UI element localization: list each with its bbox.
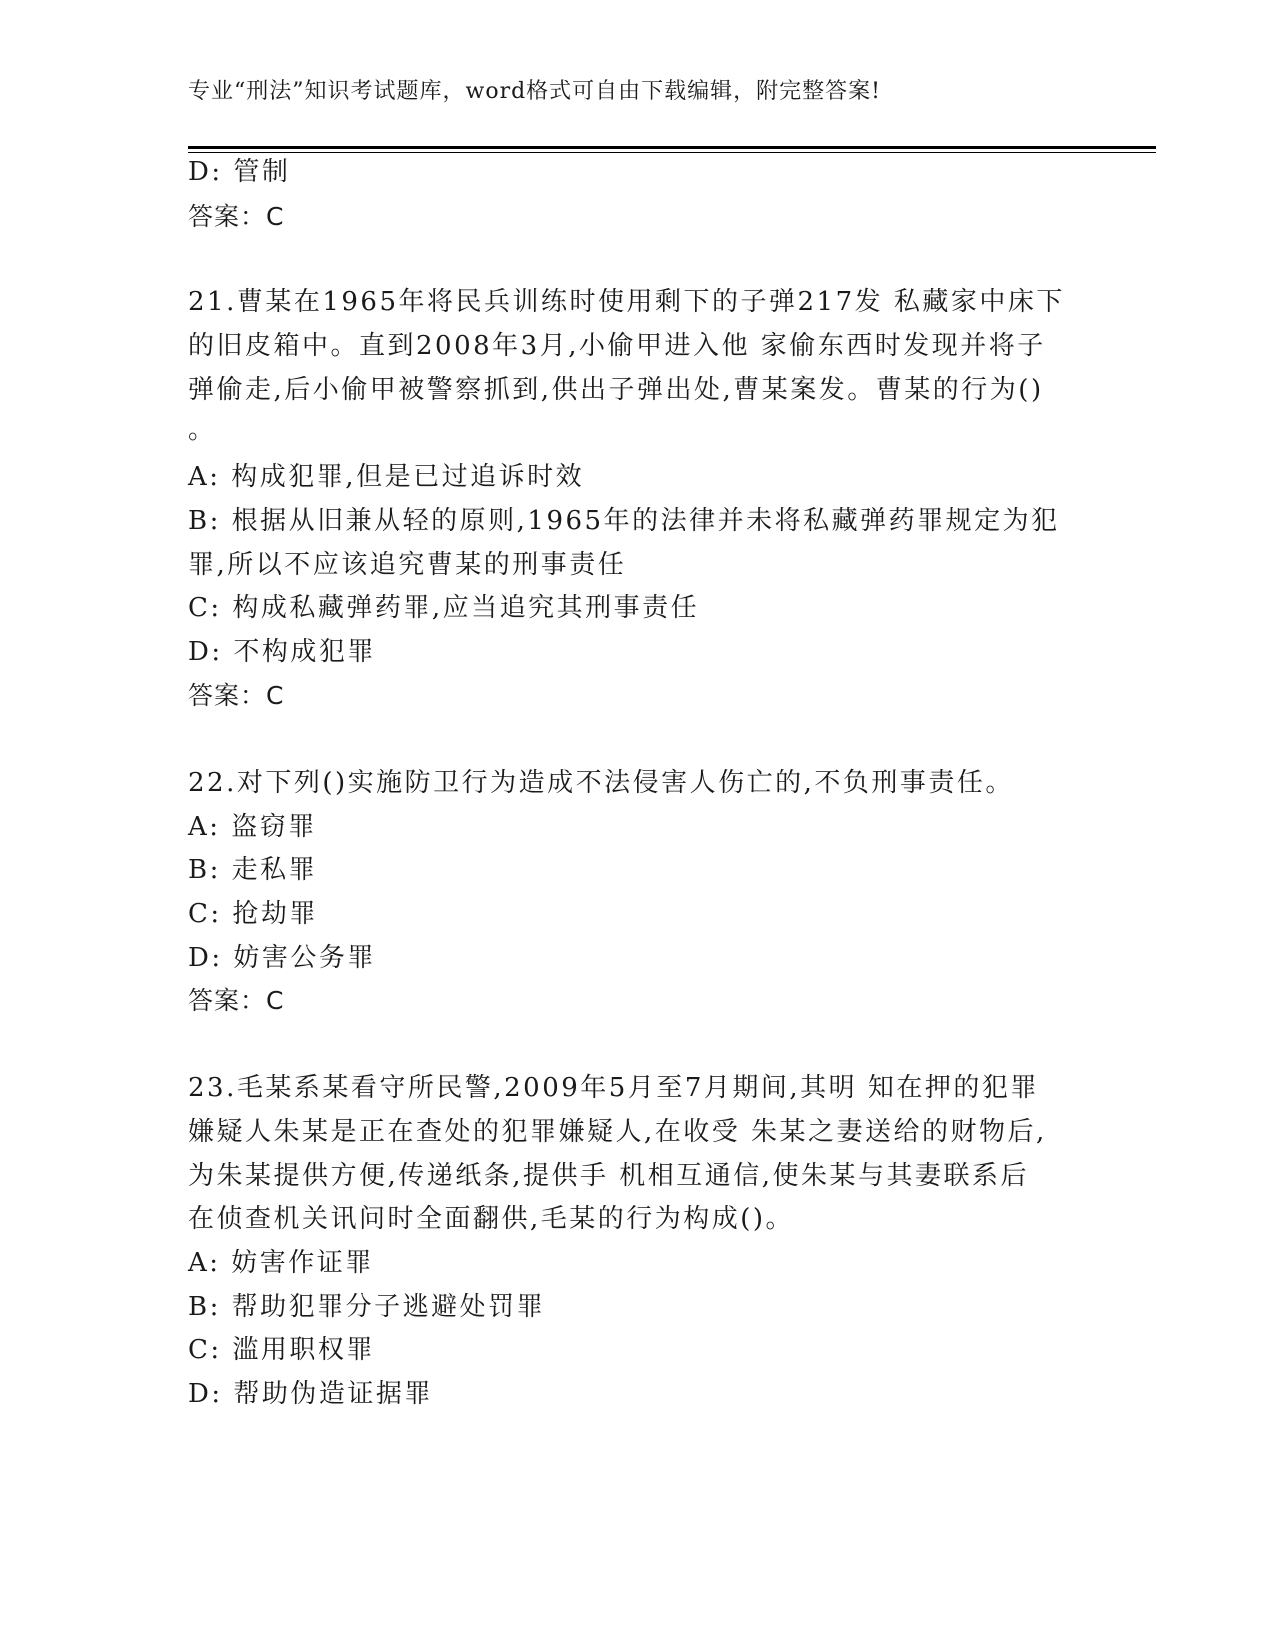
option-b: 罪,所以不应该追究曹某的刑事责任 (188, 550, 627, 580)
option-d: D: 妨害公务罪 (188, 943, 376, 973)
answer-line: 答案：C (188, 986, 285, 1015)
header-rule (188, 146, 1156, 149)
option-b: B: 帮助犯罪分子逃避处罚罪 (188, 1292, 546, 1322)
option-b: B: 根据从旧兼从轻的原则,1965年的法律并未将私藏弹药罪规定为犯 (188, 506, 1060, 536)
answer-line: 答案：C (188, 681, 285, 710)
option-d: D: 帮助伪造证据罪 (188, 1379, 433, 1409)
option-d: D: 不构成犯罪 (188, 637, 376, 667)
question-21-text: 。 (188, 415, 217, 445)
question-23-text: 嫌疑人朱某是正在查处的犯罪嫌疑人,在收受 朱某之妻送给的财物后, (188, 1117, 1047, 1147)
option-c: C: 滥用职权罪 (188, 1335, 375, 1365)
question-21-text: 弹偷走,后小偷甲被警察抓到,供出子弹出处,曹某案发。曹某的行为() (188, 375, 1044, 405)
option-d: D: 管制 (188, 157, 291, 187)
question-21-text: 的旧皮箱中。直到2008年3月,小偷甲进入他 家偷东西时发现并将子 (188, 331, 1046, 361)
question-21-text: 21.曹某在1965年将民兵训练时使用剩下的子弹217发 私藏家中床下 (188, 287, 1065, 317)
question-22-text: 22.对下列()实施防卫行为造成不法侵害人伤亡的,不负刑事责任。 (188, 768, 1014, 798)
option-c: C: 抢劫罪 (188, 899, 318, 929)
option-a: A: 妨害作证罪 (188, 1248, 374, 1278)
option-a: A: 盗窃罪 (188, 812, 317, 842)
question-23-text: 为朱某提供方便,传递纸条,提供手 机相互通信,使朱某与其妻联系后 (188, 1161, 1030, 1191)
header-text: 专业“刑法”知识考试题库，word格式可自由下载编辑，附完整答案! (188, 79, 882, 104)
header-rule-thin (188, 152, 1156, 153)
question-23-text: 23.毛某系某看守所民警,2009年5月至7月期间,其明 知在押的犯罪 (188, 1073, 1039, 1103)
answer-line: 答案：C (188, 202, 285, 231)
option-c: C: 构成私藏弹药罪,应当追究其刑事责任 (188, 593, 700, 623)
option-a: A: 构成犯罪,但是已过追诉时效 (188, 462, 585, 492)
option-b: B: 走私罪 (188, 855, 318, 885)
question-23-text: 在侦查机关讯问时全面翻供,毛某的行为构成()。 (188, 1204, 795, 1234)
